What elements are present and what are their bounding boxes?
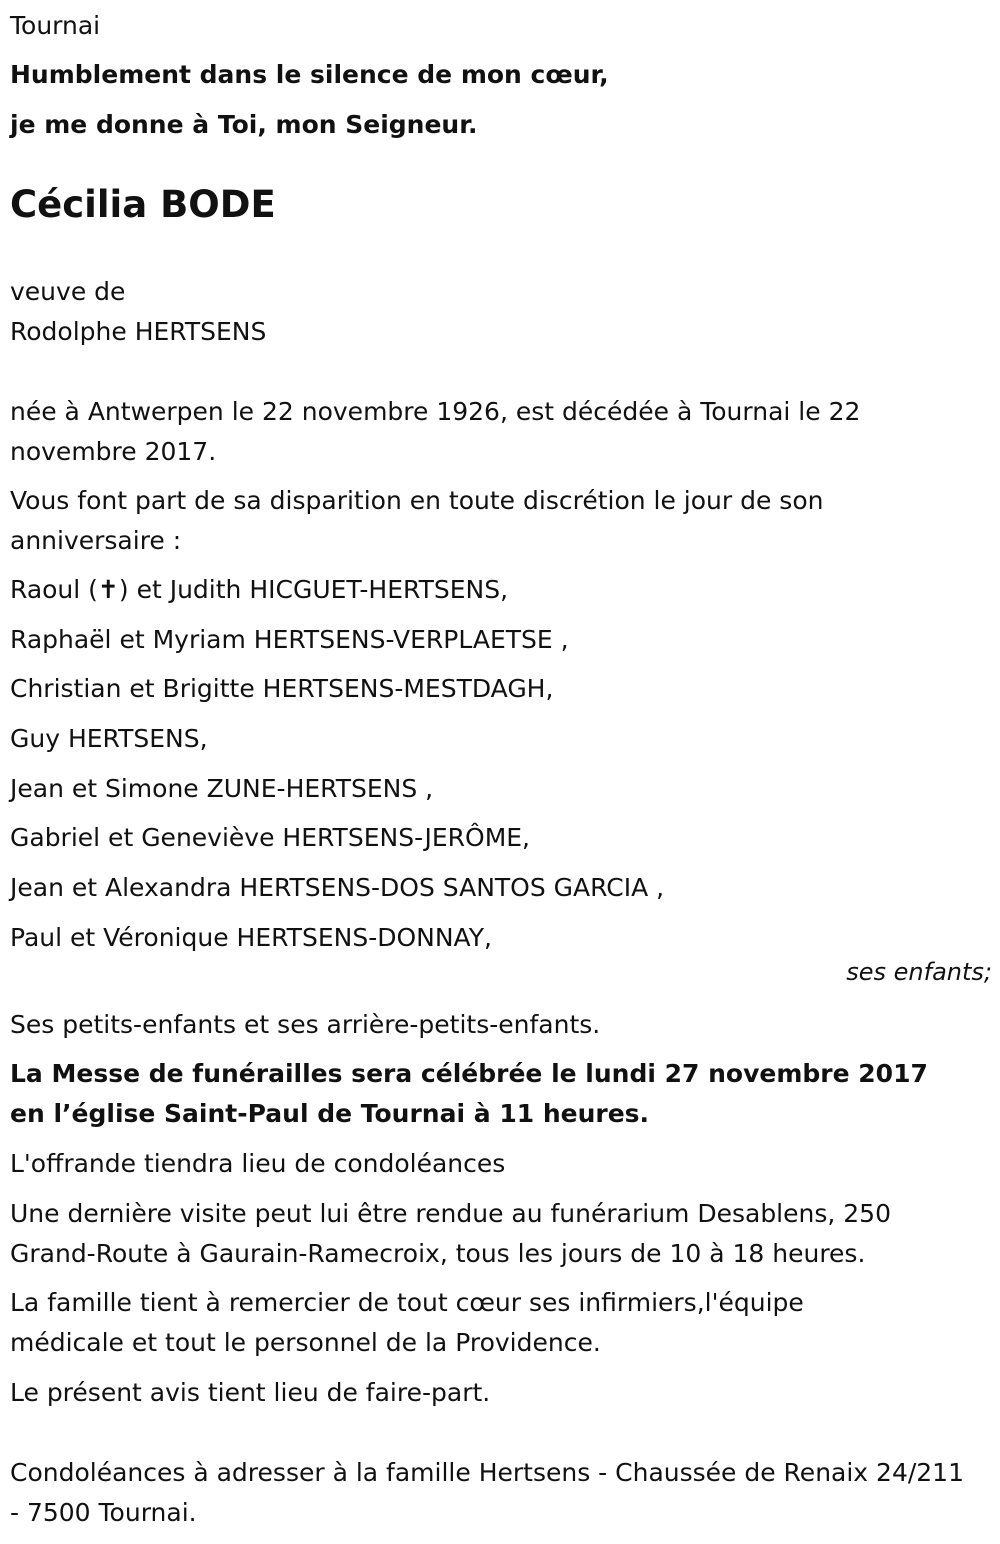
children-list	[10, 570, 664, 968]
child-entry: Jean et Alexandra HERTSENS-DOS SANTOS GARCIA ,	[10, 873, 665, 903]
thanks-text: La famille tient à remercier de tout cœur ses infirmiers,l'équipe médicale et tout le personnel de la Providence.	[10, 1288, 804, 1357]
city-heading: Tournai	[10, 11, 101, 40]
child-entry: Gabriel et Geneviève HERTSENS-JERÔME,	[10, 823, 531, 853]
verse-line-2: je me donne à Toi, mon Seigneur.	[10, 110, 478, 139]
child-entry: Guy HERTSENS,	[10, 724, 208, 754]
spouse-name: Rodolphe HERTSENS	[10, 317, 267, 346]
offering-text: L'offrande tiendra lieu de condoléances	[10, 1149, 506, 1178]
condolences-address: Condoléances à adresser à la famille Hertsens - Chaussée de Renaix 24/211 - 7500 Tournai.	[10, 1458, 964, 1527]
widow-label: veuve de	[10, 277, 126, 306]
visit-text: Une dernière visite peut lui être rendue au funérarium Desablens, 250 Grand-Route à Gaurain-Ramecroix, tous les jours de 10 à 18 heures.	[10, 1199, 891, 1268]
grandchildren-text: Ses petits-enfants et ses arrière-petits-enfants.	[10, 1010, 601, 1039]
funeral-mass-text: La Messe de funérailles sera célébrée le lundi 27 novembre 2017 en l’église Saint-Paul de Tournai à 11 heures.	[10, 1059, 928, 1128]
notice-text: Le présent avis tient lieu de faire-part.	[10, 1378, 491, 1407]
children-signature: ses enfants;	[846, 958, 992, 986]
child-entry: Christian et Brigitte HERTSENS-MESTDAGH,	[10, 674, 554, 704]
verse-line-1: Humblement dans le silence de mon cœur,	[10, 60, 609, 89]
deceased-name: Cécilia BODE	[10, 183, 276, 226]
child-entry: Paul et Véronique HERTSENS-DONNAY,	[10, 922, 492, 952]
child-entry: Raphaël et Myriam HERTSENS-VERPLAETSE ,	[10, 624, 569, 654]
birth-death-text: née à Antwerpen le 22 novembre 1926, est décédée à Tournai le 22 novembre 2017.	[10, 397, 861, 466]
child-entry: Jean et Simone ZUNE-HERTSENS ,	[10, 773, 434, 803]
child-entry: Raoul (✝) et Judith HICGUET-HERTSENS,	[10, 575, 509, 604]
announcement-intro: Vous font part de sa disparition en toute discrétion le jour de son anniversaire :	[10, 486, 824, 555]
